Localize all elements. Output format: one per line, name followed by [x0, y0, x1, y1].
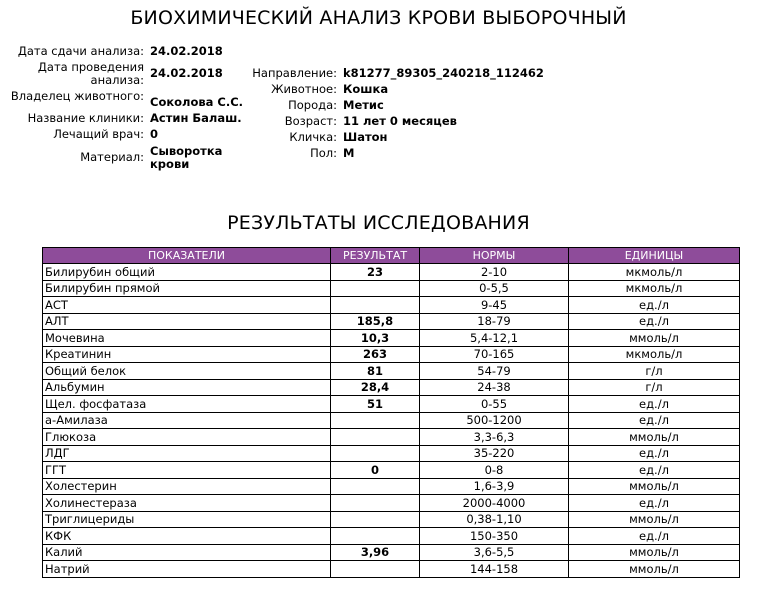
parameter-cell: Щел. фосфатаза: [43, 396, 331, 413]
norm-cell: 144-158: [420, 561, 569, 578]
info-label: Владелец животного:: [10, 89, 144, 103]
table-row: [43, 511, 740, 528]
info-value: Сыворотка крови: [150, 144, 223, 171]
result-cell: [331, 561, 420, 578]
column-header-result: РЕЗУЛЬТАТ: [331, 248, 420, 264]
norm-cell: 54-79: [420, 363, 569, 380]
norm-cell: 3,3-6,3: [420, 429, 569, 446]
info-label: Порода:: [288, 98, 337, 112]
column-header-norm: НОРМЫ: [420, 248, 569, 264]
table-row: [43, 396, 740, 413]
info-value: Астин Балаш.: [150, 111, 242, 125]
parameter-cell: Холестерин: [43, 478, 331, 495]
parameter-cell: КФК: [43, 528, 331, 545]
result-cell: [331, 412, 420, 429]
info-value: 11 лет 0 месяцев: [343, 114, 457, 128]
parameter-cell: АСТ: [43, 297, 331, 314]
info-row-nickname: [0, 131, 643, 144]
unit-cell: г/л: [569, 363, 740, 380]
unit-cell: ммоль/л: [569, 544, 740, 561]
norm-cell: 0,38-1,10: [420, 511, 569, 528]
patient-info: [0, 67, 643, 163]
info-value: Кошка: [343, 82, 389, 96]
result-cell: [331, 511, 420, 528]
info-value: k81277_89305_240218_112462: [343, 66, 544, 80]
parameter-cell: Мочевина: [43, 330, 331, 347]
result-cell: [331, 528, 420, 545]
result-cell: [331, 280, 420, 297]
results-table: [42, 247, 740, 578]
table-row: [43, 280, 740, 297]
info-value: 24.02.2018: [150, 66, 223, 80]
parameter-cell: АЛТ: [43, 313, 331, 330]
table-row: [43, 528, 740, 545]
table-row: [43, 313, 740, 330]
info-label: Лечащий врач:: [53, 127, 144, 141]
info-row-animal: [0, 83, 643, 96]
column-header-parameter: ПОКАЗАТЕЛИ: [43, 248, 331, 264]
parameter-cell: Креатинин: [43, 346, 331, 363]
norm-cell: 2000-4000: [420, 495, 569, 512]
info-label: Кличка:: [289, 130, 337, 144]
result-cell: [331, 445, 420, 462]
unit-cell: ед./л: [569, 396, 740, 413]
norm-cell: 9-45: [420, 297, 569, 314]
info-row-age: [0, 115, 643, 128]
result-cell: [331, 297, 420, 314]
unit-cell: ед./л: [569, 445, 740, 462]
info-label: Пол:: [310, 146, 337, 160]
norm-cell: 2-10: [420, 264, 569, 281]
info-label: Дата проведения анализа:: [37, 60, 144, 87]
norm-cell: 18-79: [420, 313, 569, 330]
info-label: Дата сдачи анализа:: [17, 44, 144, 58]
info-label: Материал:: [80, 150, 144, 164]
parameter-cell: Альбумин: [43, 379, 331, 396]
result-cell: 51: [331, 396, 420, 413]
norm-cell: 70-165: [420, 346, 569, 363]
results-body: [43, 264, 740, 578]
table-row: [43, 363, 740, 380]
norm-cell: 24-38: [420, 379, 569, 396]
result-cell: [331, 495, 420, 512]
parameter-cell: а-Амилаза: [43, 412, 331, 429]
parameter-cell: Натрий: [43, 561, 331, 578]
table-row: [43, 462, 740, 479]
info-value: 24.02.2018: [150, 44, 223, 58]
table-row: [43, 412, 740, 429]
result-cell: [331, 478, 420, 495]
parameter-cell: Билирубин прямой: [43, 280, 331, 297]
table-header-row: [43, 248, 740, 264]
info-row-referral: [0, 67, 643, 80]
norm-cell: 500-1200: [420, 412, 569, 429]
unit-cell: г/л: [569, 379, 740, 396]
parameter-cell: Холинестераза: [43, 495, 331, 512]
table-row: [43, 445, 740, 462]
result-cell: 10,3: [331, 330, 420, 347]
info-value: 0: [150, 127, 159, 141]
info-label: Направление:: [252, 66, 337, 80]
unit-cell: ед./л: [569, 412, 740, 429]
parameter-cell: Билирубин общий: [43, 264, 331, 281]
info-value: Метис: [343, 98, 384, 112]
result-cell: 263: [331, 346, 420, 363]
info-row-submit-date: [0, 45, 250, 58]
parameter-cell: Калий: [43, 544, 331, 561]
parameter-cell: ЛДГ: [43, 445, 331, 462]
norm-cell: 5,4-12,1: [420, 330, 569, 347]
info-value: М: [343, 146, 355, 160]
table-row: [43, 297, 740, 314]
table-row: [43, 264, 740, 281]
info-value: Шатон: [343, 130, 388, 144]
info-label: Животное:: [271, 82, 337, 96]
parameter-cell: Триглицериды: [43, 511, 331, 528]
info-value: Соколова С.С.: [150, 95, 244, 109]
unit-cell: мкмоль/л: [569, 264, 740, 281]
unit-cell: ед./л: [569, 528, 740, 545]
table-row: [43, 346, 740, 363]
result-cell: 81: [331, 363, 420, 380]
unit-cell: ед./л: [569, 313, 740, 330]
norm-cell: 150-350: [420, 528, 569, 545]
info-row-sex: [0, 147, 643, 160]
unit-cell: ммоль/л: [569, 330, 740, 347]
table-row: [43, 330, 740, 347]
info-label: Название клиники:: [27, 111, 144, 125]
result-cell: 23: [331, 264, 420, 281]
unit-cell: ммоль/л: [569, 561, 740, 578]
unit-cell: мкмоль/л: [569, 346, 740, 363]
norm-cell: 0-55: [420, 396, 569, 413]
unit-cell: мкмоль/л: [569, 280, 740, 297]
table-row: [43, 478, 740, 495]
info-label: Возраст:: [284, 114, 337, 128]
parameter-cell: Глюкоза: [43, 429, 331, 446]
unit-cell: ед./л: [569, 462, 740, 479]
norm-cell: 0-8: [420, 462, 569, 479]
table-row: [43, 561, 740, 578]
table-row: [43, 495, 740, 512]
results-title: РЕЗУЛЬТАТЫ ИССЛЕДОВАНИЯ: [227, 212, 530, 234]
parameter-cell: Общий белок: [43, 363, 331, 380]
result-cell: [331, 429, 420, 446]
result-cell: 185,8: [331, 313, 420, 330]
unit-cell: ммоль/л: [569, 429, 740, 446]
column-header-unit: ЕДИНИЦЫ: [569, 248, 740, 264]
unit-cell: ед./л: [569, 297, 740, 314]
table-row: [43, 379, 740, 396]
result-cell: 3,96: [331, 544, 420, 561]
norm-cell: 1,6-3,9: [420, 478, 569, 495]
document-title: БИОХИМИЧЕСКИЙ АНАЛИЗ КРОВИ ВЫБОРОЧНЫЙ: [130, 7, 627, 29]
unit-cell: ммоль/л: [569, 511, 740, 528]
parameter-cell: ГГТ: [43, 462, 331, 479]
info-row-breed: [0, 99, 643, 112]
table-row: [43, 544, 740, 561]
result-cell: 0: [331, 462, 420, 479]
norm-cell: 35-220: [420, 445, 569, 462]
norm-cell: 0-5,5: [420, 280, 569, 297]
result-cell: 28,4: [331, 379, 420, 396]
norm-cell: 3,6-5,5: [420, 544, 569, 561]
unit-cell: ед./л: [569, 495, 740, 512]
unit-cell: ммоль/л: [569, 478, 740, 495]
table-row: [43, 429, 740, 446]
